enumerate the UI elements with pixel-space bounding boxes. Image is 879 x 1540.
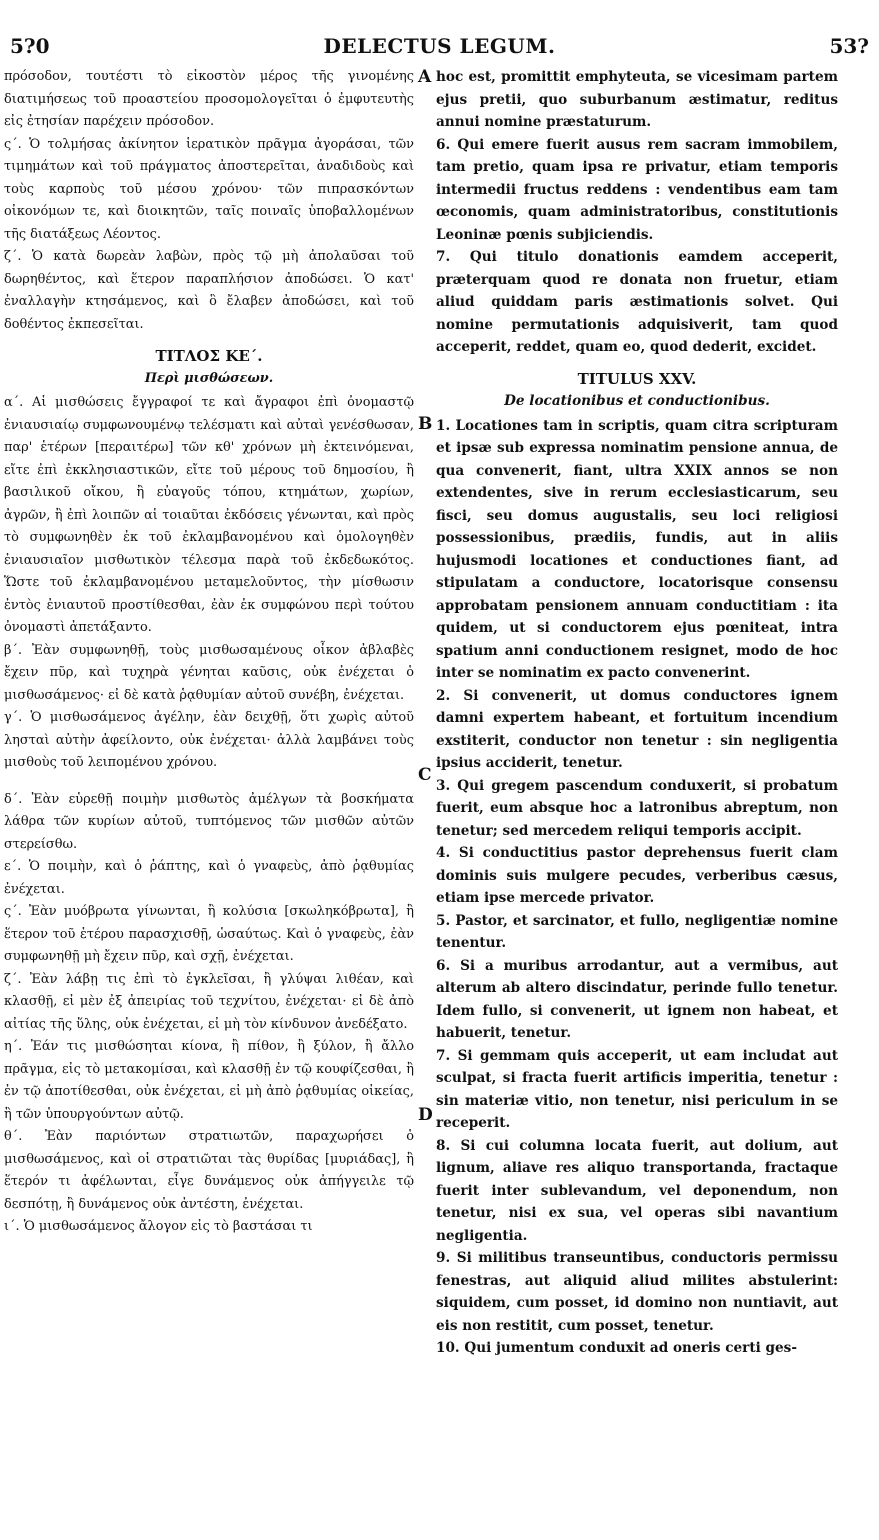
latin-section: 8. Si cui columna locata fuerit, aut dolium, aut lignum, aliave res aliquo transportanda, fractaque fuerit inter sublevandum, vel deponendum, non tenetur, nisi ex sua, vel operas sibi navantium negligentia. [436, 1137, 838, 1244]
greek-title-subheading: Περὶ μισθώσεων. [144, 370, 274, 386]
greek-section: β΄. Ἐὰν συμφωνηθῇ, τοὺς μισθωσαμένους οἶκον ἀβλαβὲς ἔχειν πῦρ, καὶ τυχηρὰ γένηται καῦσις, οὐκ ἐνέχεται ὁ μισθωσάμενος· εἰ δὲ κατὰ ῥᾳθυμίαν αὐτοῦ συνέβη, ἐνέχεται. [4, 642, 414, 703]
greek-section: ε΄. Ὁ ποιμὴν, καὶ ὁ ῥάπτης, καὶ ὁ γναφεὺς, ἀπὸ ῥᾳθυμίας ἐνέχεται. [4, 859, 414, 897]
latin-section: 4. Si conductitius pastor deprehensus fuerit clam dominis suis mulgere pecudes, verberibus cæsus, etiam ipse mercede privator. [436, 845, 838, 906]
latin-section: 7. Si gemmam quis acceperit, ut eam includat aut sculpat, si fracta fuerit artificis imperitia, tenetur : sin materiæ vitio, non tenetur, nisi periculum in se receperit. [436, 1047, 838, 1131]
latin-section: 2. Si convenerit, ut domus conductores ignem damni expertem habeant, et fortuitum incendium exstiterit, conductor non tenetur : sin negligentia ipsius acciderit, tenetur. [436, 687, 838, 771]
margin-marker-c: C [418, 765, 432, 785]
greek-paragraph: ς΄. Ὁ τολμήσας ἀκίνητον ἱερατικὸν πρᾶγμα ἀγοράσαι, τῶν τιμημάτων καὶ τοῦ πράγματος ἀποστερεῖται, ἀναδιδοὺς καὶ τοὺς καρποὺς τοῦ μέσου χρόνου· τῶν πιπρασκόντων οἰκονόμων τε, καὶ διοικητῶν, ταῖς ποιναῖς ὑποβαλλομένων τῆς διατάξεως Λέοντος. [4, 136, 414, 242]
latin-title-subheading: De locationibus et conductionibus. [504, 393, 770, 409]
greek-section: ι΄. Ὁ μισθωσάμενος ἄλογον εἰς τὸ βαστάσαι τι [4, 1219, 313, 1234]
latin-section: 6. Si a muribus arrodantur, aut a vermibus, aut alterum ab altero discindatur, perinde fullo tenetur. Idem fullo, si convenerit, ut ignem non habeat, et habuerit, tenetur. [436, 957, 838, 1041]
page-number-right: 53? [829, 34, 869, 58]
greek-section: ς΄. Ἐὰν μυόβρωτα γίνωνται, ἢ κολύσια [σκωληκόβρωτα], ἢ ἕτερον τοῦ ἑτέρου παρασχισθῇ, ὡσαύτως. Καὶ ὁ γναφεὺς, ἐὰν συμφωνηθῇ μὴ ἔχειν πῦρ, καὶ σχῇ, ἐνέχεται. [4, 904, 414, 964]
greek-title-heading: ΤΙΤΛΟΣ ΚΕ΄. [155, 347, 263, 365]
latin-paragraph: hoc est, promittit emphyteuta, se vicesimam partem ejus pretii, quo suburbanum æstimatur, reditus annui nomine præstaturum. [436, 69, 838, 130]
margin-marker-b: B [418, 414, 433, 434]
latin-section: 10. Qui jumentum conduxit ad oneris certi ges- [436, 1340, 797, 1356]
latin-column [436, 66, 838, 1526]
latin-section: 9. Si militibus transeuntibus, conductoris permissu fenestras, aut aliquid aliud milites abstulerint: siquidem, cum posset, id domino non nuntiavit, aut eis non restitit, cum posset, tenetur. [436, 1250, 838, 1334]
latin-paragraph: 6. Qui emere fuerit ausus rem sacram immobilem, tam pretio, quam ipsa re privatur, etiam temporis intermedii fructus reddens : vendentibus eam tam œconomis, quam administratoribus, constitutionis Leoninæ pœnis subjiciendis. [436, 136, 838, 243]
greek-column [4, 66, 414, 1526]
margin-marker-d: D [418, 1105, 433, 1125]
running-title: DELECTUS LEGUM. [323, 34, 556, 58]
latin-paragraph: 7. Qui titulo donationis eamdem acceperit, præterquam quod re donata non fruetur, etiam aliud quiddam paris æstimationis solvet. Qui nomine permutationis adquisiverit, tam quod acceperit, reddet, quam eo, quod dederit, excidet. [436, 249, 838, 355]
margin-marker-a: A [418, 67, 432, 87]
greek-paragraph: ζ΄. Ὁ κατὰ δωρεὰν λαβὼν, πρὸς τῷ μὴ ἀπολαῦσαι τοῦ δωρηθέντος, καὶ ἕτερον παραπλήσιον ἀποδώσει. Ὁ κατ' ἐναλλαγὴν κτησάμενος, καὶ ὃ ἔλαβεν ἀποδώσει, καὶ τοῦ δοθέντος ἐκπεσεῖται. [4, 249, 414, 332]
page-header [6, 34, 873, 64]
latin-section: 5. Pastor, et sarcinator, et fullo, negligentiæ nomine tenentur. [436, 912, 838, 951]
greek-section: ζ΄. Ἐὰν λάβῃ τις ἐπὶ τὸ ἐγκλεῖσαι, ἢ γλύψαι λιθέαν, καὶ κλασθῇ, εἰ μὲν ἐξ ἀπειρίας τοῦ τεχνίτου, ἐνέχεται· εἰ δὲ ἀπὸ αἰτίας τῆς ὕλης, οὐκ ἐνέχεται, εἰ μὴ τὸν κίνδυνον ἀνεδέξατο. [4, 971, 414, 1032]
greek-section: η΄. Ἐάν τις μισθώσηται κίονα, ἢ πίθον, ἢ ξύλον, ἢ ἄλλο πρᾶγμα, εἰς τὸ μετακομίσαι, καὶ κλασθῇ ἐν τῷ κουφίζεσθαι, ἢ ἐν τῷ ἀποτίθεσθαι, οὐκ ἐνέχεται, εἰ μὴ ἀπὸ ῥᾳθυμίας οἰκείας, ἢ τῶν ὑπουργούντων αὐτῷ. [4, 1039, 414, 1122]
page-number-left: 5?0 [10, 34, 50, 58]
latin-section: 1. Locationes tam in scriptis, quam citra scripturam et ipsæ sub expressa nominatim pensione annua, de qua convenerit, fiant, ultra XXIX annos se non extendentes, sive in rerum ecclesiasticarum, seu fisci, seu domus augustalis, seu loci religiosi possessionibus, prædiis, fundis, aut in aliis hujusmodi locationes et conductiones fiant, ad stipulatam a conductore, locatorisque consensu approbatam pensionem annuam conductitiam : ita quidem, ut si conductorem ejus pœniteat, intra spatium anni conductionem resignet, modo de hoc inter se nominatim ex pacto convenerint. [436, 417, 838, 681]
greek-paragraph: πρόσοδον, τουτέστι τὸ εἰκοστὸν μέρος τῆς γινομένης διατιμήσεως τοῦ προαστείου προσομολογεῖται ὁ ἐμφυτευτὴς εἰς ἐτησίαν παρέχειν πρόσοδον. [4, 69, 414, 129]
latin-section: 3. Qui gregem pascendum conduxerit, si probatum fuerit, eum absque hoc a latronibus abreptum, non tenetur; sed mercedem reliqui temporis accipit. [436, 777, 838, 839]
greek-section: δ΄. Ἐὰν εὑρεθῇ ποιμὴν μισθωτὸς ἀμέλγων τὰ βοσκήματα λάθρα τῶν κυρίων αὐτοῦ, τυπτόμενος τῶν μισθῶν αὐτῶν στερείσθω. [4, 791, 414, 852]
greek-section: α΄. Αἱ μισθώσεις ἔγγραφοί τε καὶ ἄγραφοι ἐπὶ ὀνομαστῷ ἐνιαυσιαίῳ συμφωνουμένῳ τελέσματι καὶ αὐταὶ γενέσθωσαν, παρ' ἑτέρων [περαιτέρω] τῶν κθ' χρόνων μὴ ἐκτεινόμεναι, εἴτε ἐπὶ ἐκκλησιαστικῶν, εἴτε τοῦ μέρους τοῦ δημοσίου, ἢ βασιλικοῦ οἴκου, ἢ εὐαγοῦς τόπου, κτημάτων, χωρίων, ἀγρῶν, ἢ ἐπὶ λοιπῶν αἱ τοιαῦται ἐκδόσεις γένωνται, καὶ πρὸς τὸ συμφωνηθὲν ἐκ τοῦ ἐκλαμβανομένου καὶ ὁμολογηθὲν ἐνιαυσιαῖον μισθωτικὸν τέλεσμα παρὰ τοῦ ἐκδεδωκότος. Ὥστε τοῦ ἐκλαμβανομένου μεταμελοῦντος, τὴν μίσθωσιν ἐντὸς ἐνιαυτοῦ προστίθεσθαι, ἐὰν ἐκ συμφώνου περὶ τούτου ὀνομαστὶ ἀπετάξαντο. [4, 395, 414, 635]
latin-title-heading: TITULUS XXV. [577, 369, 697, 388]
greek-section: γ΄. Ὁ μισθωσάμενος ἀγέλην, ἐὰν δειχθῇ, ὅτι χωρὶς αὐτοῦ λησταὶ αὐτὴν ἀφείλοντο, οὐκ ἐνέχεται· ἀλλὰ λαμβάνει τοὺς μισθοὺς τοῦ λειπομένου χρόνου. [4, 710, 414, 770]
greek-section: θ΄. Ἐὰν παριόντων στρατιωτῶν, παραχωρήσει ὁ μισθωσάμενος, καὶ οἱ στρατιῶται τὰς θυρίδας [μυριάδας], ἢ ἕτερόν τι ἀφέλωνται, εἶγε δυνάμενος οὐκ ἀπήγγειλε τῷ δεσπότῃ, ἢ δυνάμενος οὐκ ἀντέστη, ἐνέχεται. [4, 1129, 414, 1212]
